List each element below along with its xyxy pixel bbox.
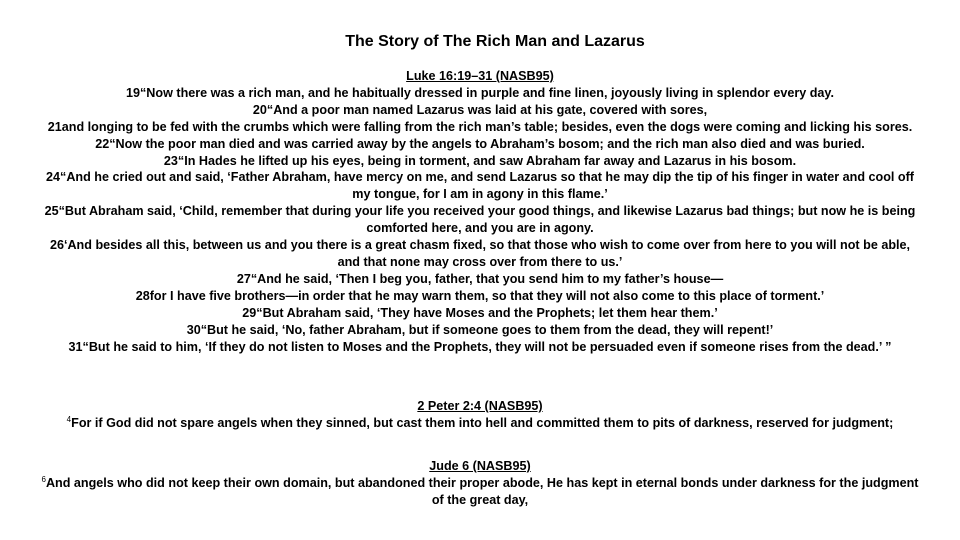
jude-reference: Jude 6 (NASB95): [429, 459, 531, 473]
verse-22: 22“Now the poor man died and was carried away by the angels to Abraham’s bosom; and the rich man also died and was buried.: [95, 136, 865, 151]
verse-27: 27“And he said, ‘Then I beg you, father, that you send him to my father’s house—: [236, 271, 724, 286]
jude-verse: [38, 475, 922, 509]
verse-31: 31“But he said to him, ‘If they do not listen to Moses and the Prophets, they will not be persuaded even if someone rises from the dead.’ ”: [68, 339, 892, 354]
peter-verse: [38, 415, 922, 432]
peter-passage: [38, 398, 922, 432]
luke-reference: Luke 16:19–31 (NASB95): [406, 69, 554, 83]
verse-21: 21and longing to be fed with the crumbs which were falling from the rich man’s table; besides, even the dogs were coming and licking his sores.: [47, 119, 913, 134]
verse-29: 29“But Abraham said, ‘They have Moses and the Prophets; let them hear them.’: [242, 305, 718, 320]
jude-passage: [38, 458, 922, 509]
verse-28: 28for I have five brothers—in order that he may warn them, so that they will not also come to this place of torment.’: [135, 288, 825, 303]
verse-23: 23“In Hades he lifted up his eyes, being in torment, and saw Abraham far away and Lazarus in his bosom.: [163, 153, 797, 168]
peter-verse-number: 4: [66, 414, 72, 424]
peter-verse-text: For if God did not spare angels when they sinned, but cast them into hell and committed them to pits of darkness, reserved for judgment;: [71, 415, 894, 430]
verse-25: 25“But Abraham said, ‘Child, remember that during your life you received your good things, and likewise Lazarus bad things; but now he is being comforted here, and you are in agony.: [44, 204, 916, 236]
page-title: The Story of The Rich Man and Lazarus: [345, 33, 645, 50]
peter-reference: 2 Peter 2:4 (NASB95): [417, 399, 543, 413]
verse-19: 19“Now there was a rich man, and he habitually dressed in purple and fine linen, joyously living in splendor every day.: [126, 85, 834, 100]
luke-passage: [38, 68, 922, 355]
jude-verse-number: 6: [41, 474, 46, 484]
verse-30: 30“But he said, ‘No, father Abraham, but if someone goes to them from the dead, they will repent!’: [186, 322, 774, 337]
verse-26: 26‘And besides all this, between us and you there is a great chasm fixed, so that those who wish to come over from here to you will not be able, and that none may cross over from there to us.’: [49, 238, 911, 269]
jude-verse-text: And angels who did not keep their own domain, but abandoned their proper abode, He has kept in eternal bonds under darkness for the judgment of the great day,: [45, 475, 919, 507]
verse-20: 20“And a poor man named Lazarus was laid at his gate, covered with sores,: [252, 102, 708, 117]
verse-24: 24“And he cried out and said, ‘Father Abraham, have mercy on me, and send Lazarus so that he may dip the tip of his finger in water and cool off my tongue, for I am in agony in this flame.’: [46, 170, 914, 202]
